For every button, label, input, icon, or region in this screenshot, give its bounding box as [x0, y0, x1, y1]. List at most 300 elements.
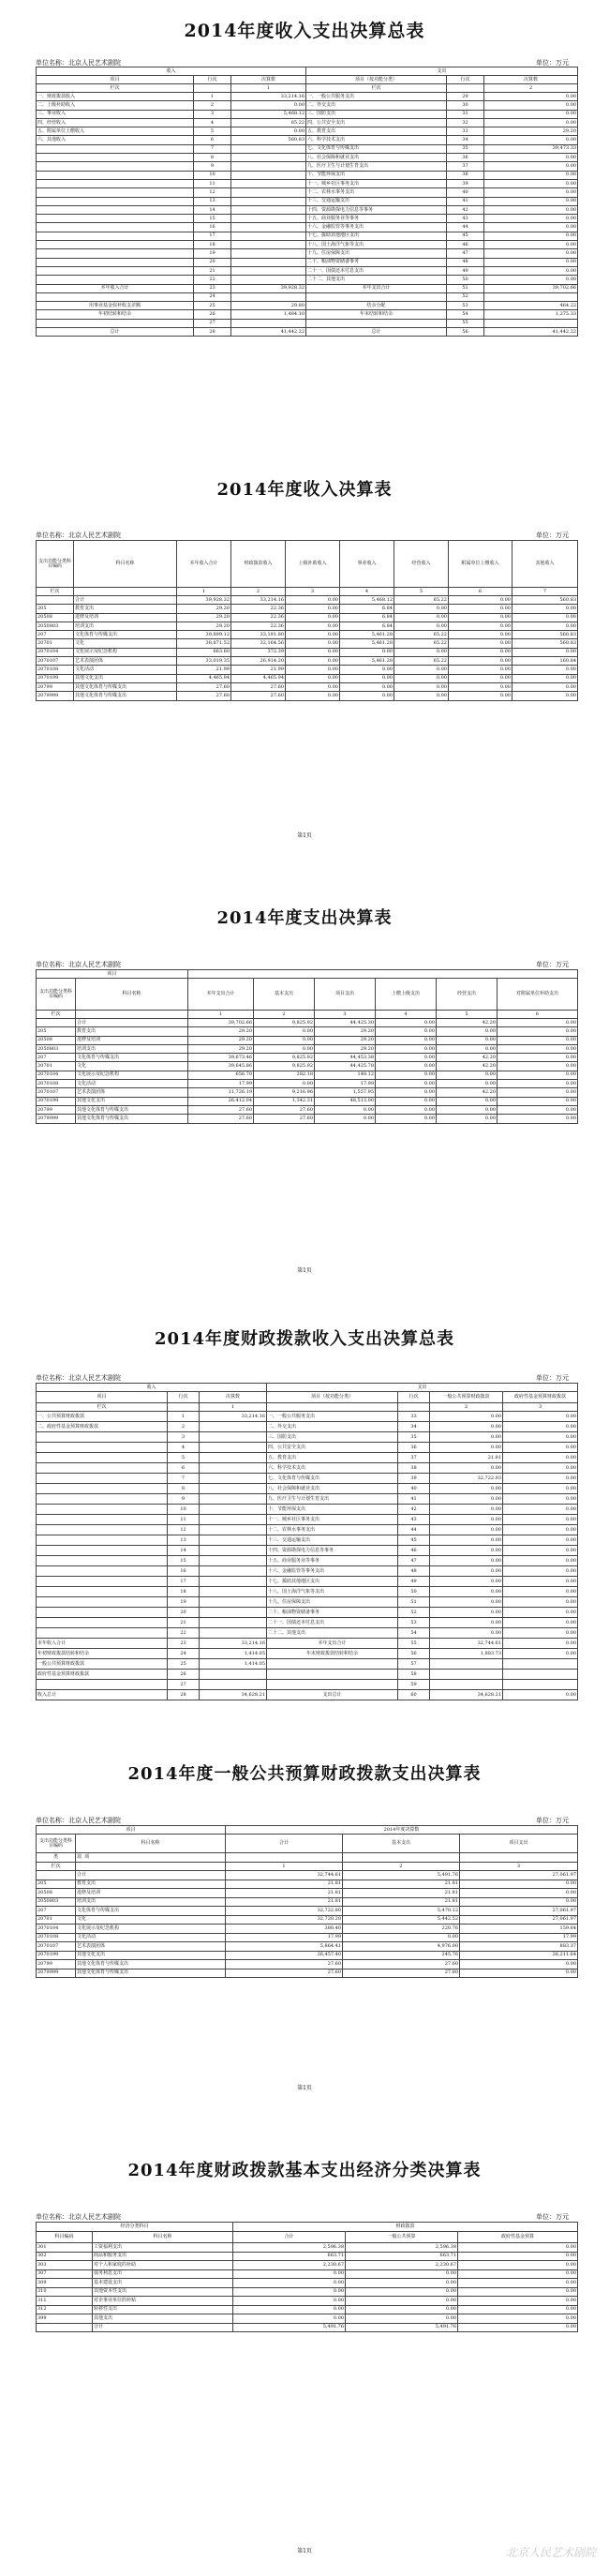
table-cell: 0.00 — [430, 1525, 503, 1535]
table-cell: 进修及培训 — [76, 1036, 188, 1044]
table-cell: 22 — [194, 276, 231, 284]
table-cell: 用事业基金弥补收支差额 — [37, 302, 194, 310]
table-cell: 合计 — [93, 2323, 233, 2332]
table-cell: 二十、粮油物资储备事务 — [267, 1608, 398, 1618]
table-cell: 十二、农林水事务支出 — [267, 1525, 398, 1535]
table-row — [37, 1036, 578, 1044]
table-cell: 二十一、国债还本付息支出 — [306, 266, 447, 275]
table-row — [37, 1880, 578, 1889]
table-row — [37, 1907, 578, 1916]
table-row — [37, 1422, 578, 1432]
table-cell: 文化 — [76, 1915, 226, 1925]
table-cell: 42.20 — [437, 1088, 498, 1097]
table-cell: 2050803 — [37, 1044, 76, 1053]
table-cell: 42 — [447, 205, 484, 214]
table-cell: 0.00 — [233, 2269, 346, 2279]
table-cell: 17 — [194, 232, 231, 240]
table-row — [37, 1951, 578, 1960]
table-cell: 663.60 — [177, 648, 231, 656]
table-row — [37, 2323, 578, 2332]
table-cell: 艺术表演团体 — [76, 1088, 188, 1097]
table-cell: 0.00 — [430, 1494, 503, 1505]
table-cell: 0.00 — [430, 1597, 503, 1608]
table-row — [37, 110, 578, 118]
table-cell — [200, 1484, 267, 1494]
table-cell: 0.00 — [233, 2279, 346, 2288]
table-row — [37, 1515, 578, 1525]
table-cell: 34,628.21 — [200, 1690, 267, 1700]
table-cell: 十五、商业服务业等事务 — [267, 1556, 398, 1566]
table-cell: 十八、国土海洋气象等支出 — [267, 1587, 398, 1597]
table-cell: 0.00 — [503, 1608, 578, 1618]
table-cell — [231, 319, 306, 327]
table-cell: 0.00 — [449, 666, 512, 674]
table-cell: 1,883.73 — [430, 1649, 503, 1659]
column-header: 科目名称 — [76, 1835, 226, 1853]
table-cell: 32,164.56 — [231, 639, 286, 648]
table-cell: 0.00 — [498, 1105, 578, 1114]
table-cell: 24 — [168, 1649, 200, 1659]
table-cell: 其他文化体育与传媒支出 — [74, 682, 177, 691]
table-cell: 16 — [194, 223, 231, 232]
table-cell: 309 — [37, 2279, 93, 2288]
table-row — [37, 1080, 578, 1088]
table-cell: 29.20 — [188, 1036, 254, 1044]
table-cell: 对企事业单位的补贴 — [93, 2297, 233, 2306]
table-cell: 20799 — [37, 1960, 76, 1969]
table-row — [37, 613, 578, 622]
table-cell: 0.00 — [484, 232, 578, 240]
lan-number: 7 — [512, 588, 578, 596]
table-cell: 八、社会保障和就业支出 — [306, 154, 447, 162]
table-cell: 5,470.12 — [343, 1907, 460, 1916]
table-row — [37, 2305, 578, 2314]
table-cell — [37, 188, 194, 197]
table-cell: 文化展示及纪念机构 — [74, 648, 177, 656]
table-cell: 0.00 — [254, 1036, 315, 1044]
table-cell: 399 — [37, 2314, 93, 2324]
general-budget-table — [36, 1825, 578, 1978]
table-cell: 32 — [447, 118, 484, 127]
table-cell: 1 — [168, 1412, 200, 1422]
table-cell: 34,628.21 — [430, 1690, 503, 1700]
table-cell: 27.60 — [188, 1105, 254, 1114]
table-row — [37, 1587, 578, 1597]
table-cell: 0.00 — [503, 1535, 578, 1546]
table-cell: 十、节能环保支出 — [306, 171, 447, 179]
table-cell: 51 — [398, 1597, 430, 1608]
lan-label: 栏次 — [37, 588, 74, 596]
column-header: 经营收入 — [394, 541, 449, 588]
lan-number: 1 — [188, 1011, 254, 1019]
col-amount: 决算数 — [231, 76, 306, 84]
table-cell: 0.00 — [460, 1889, 578, 1898]
table-row — [37, 127, 578, 136]
table-cell: 0.00 — [376, 1080, 437, 1088]
table-cell — [231, 144, 306, 153]
table-cell: 1,414.05 — [200, 1659, 267, 1670]
table-cell: 政府性基金预算财政拨款 — [37, 1670, 168, 1680]
table-row — [37, 1535, 578, 1546]
table-cell: 303 — [37, 2261, 93, 2270]
table-cell: 0.00 — [458, 2305, 578, 2314]
table-cell: 对个人和家庭的补助 — [93, 2261, 233, 2270]
table-cell: 其他文化支出 — [76, 1097, 188, 1105]
table-cell: 债务利息支出 — [93, 2269, 233, 2279]
table-cell: 42 — [398, 1505, 430, 1515]
table-cell: 0.00 — [376, 1088, 437, 1097]
table-cell: 0.00 — [286, 657, 340, 666]
table-cell: 56 — [398, 1649, 430, 1659]
table-cell: 26 — [168, 1670, 200, 1680]
table-cell: 十五、商业服务业等事务 — [306, 215, 447, 223]
table-cell — [231, 171, 306, 179]
table-cell: 33,214.16 — [200, 1639, 267, 1649]
column-header: 合计 — [233, 2232, 346, 2243]
table-cell — [200, 1577, 267, 1587]
economic-table — [36, 2222, 578, 2332]
table-row — [37, 1933, 578, 1942]
table-cell — [200, 1505, 267, 1515]
table-cell: 148.12 — [315, 1071, 376, 1079]
table-cell: 0.00 — [286, 596, 340, 605]
table-cell: 0.00 — [503, 1597, 578, 1608]
lan-label: 栏次 — [37, 1011, 76, 1019]
table-cell: 其他文化支出 — [74, 674, 177, 682]
table-cell: 27 — [194, 319, 231, 327]
page-title: 2014年度支出决算表 — [216, 908, 393, 928]
table-cell: 教育支出 — [74, 605, 177, 613]
table-cell: 5,468.12 — [340, 596, 394, 605]
table-cell: 文化展示及纪念机构 — [76, 1071, 188, 1079]
table-row — [37, 1670, 578, 1680]
table-cell: 10 — [194, 171, 231, 179]
table-cell: 0.00 — [512, 648, 578, 656]
column-header: 决算数 — [200, 1392, 267, 1403]
table-cell: 0.00 — [286, 674, 340, 682]
table-cell: 41,442.22 — [484, 328, 578, 337]
table-row — [37, 118, 578, 127]
table-cell: 0.00 — [498, 1036, 578, 1044]
table-cell: 0.00 — [437, 1027, 498, 1036]
table-cell: 663.71 — [233, 2252, 346, 2261]
table-cell: 十一、城乡社区事务支出 — [306, 179, 447, 187]
table-cell: 1,414.05 — [200, 1649, 267, 1659]
table-cell: 0.00 — [458, 2297, 578, 2306]
table-row — [37, 1062, 578, 1071]
table-cell: 二、外交支出 — [306, 101, 447, 110]
table-cell: 2070199 — [37, 1951, 76, 1960]
fiscal-summary-table — [36, 1383, 578, 1700]
table-cell: 一般公共预算财政拨款 — [37, 1659, 168, 1670]
table-cell: 21.81 — [430, 1453, 503, 1463]
table-cell: 30 — [447, 101, 484, 110]
table-cell: 27.60 — [231, 682, 286, 691]
table-cell: 其他文化体育与传媒支出 — [76, 1115, 188, 1123]
table-row — [37, 1960, 578, 1969]
table-cell — [200, 1628, 267, 1639]
table-cell: 5,461.28 — [340, 657, 394, 666]
table-cell: 0.00 — [254, 1044, 315, 1053]
table-cell: 41 — [447, 197, 484, 205]
table-cell: 282.18 — [254, 1071, 315, 1079]
table-cell — [37, 1556, 168, 1566]
table-cell: 0.00 — [503, 1649, 578, 1659]
table-cell: 0.00 — [484, 110, 578, 118]
table-row — [37, 101, 578, 110]
summary-table — [36, 67, 578, 337]
table-cell — [231, 215, 306, 223]
table-cell: 十四、资源勘探电力信息等事务 — [306, 205, 447, 214]
table-cell — [200, 1535, 267, 1546]
table-cell: 48 — [447, 258, 484, 266]
table-cell: 三、事业收入 — [37, 110, 194, 118]
col-item-function: 项目（按功能分类） — [306, 76, 447, 84]
table-cell — [200, 1556, 267, 1566]
table-row — [37, 1019, 578, 1027]
table-cell — [231, 188, 306, 197]
table-cell: 0.00 — [340, 666, 394, 674]
table-cell — [37, 1484, 168, 1494]
table-cell: 663.71 — [346, 2252, 458, 2261]
table-row — [37, 1556, 578, 1566]
table-row — [37, 605, 578, 613]
table-cell: 四、公共安全支出 — [306, 118, 447, 127]
table-cell: 27 — [168, 1680, 200, 1690]
table-cell: 文化 — [74, 639, 177, 648]
table-row — [37, 639, 578, 648]
page-title: 2014年度收入支出决算总表 — [184, 21, 425, 41]
table-row — [37, 223, 578, 232]
table-cell — [37, 162, 194, 171]
table-cell: 20701 — [37, 1915, 76, 1925]
table-row — [37, 1105, 578, 1114]
table-cell: 0.00 — [430, 1556, 503, 1566]
table-row — [37, 622, 578, 630]
table-cell: 27.60 — [254, 1105, 315, 1114]
table-cell: 0.00 — [430, 1515, 503, 1525]
column-header: 财政拨款收入 — [231, 541, 286, 588]
table-cell — [37, 1443, 168, 1453]
table-cell: 5,461.28 — [340, 639, 394, 648]
table-cell: 2,230.67 — [233, 2261, 346, 2270]
table-row — [37, 1889, 578, 1898]
table-cell: 一、财政拨款收入 — [37, 93, 194, 101]
table-cell — [37, 596, 74, 605]
table-cell: 0.00 — [458, 2314, 578, 2324]
table-cell: 33,019.35 — [177, 657, 231, 666]
table-row — [37, 1639, 578, 1649]
table-row — [37, 1649, 578, 1659]
table-cell: 29.20 — [177, 622, 231, 630]
year-header: 2014年度决算数 — [226, 1826, 578, 1835]
table-cell: 6.84 — [340, 622, 394, 630]
table-cell: 0.00 — [343, 1933, 460, 1942]
table-cell: 1,484.10 — [231, 310, 306, 319]
table-cell — [37, 1535, 168, 1546]
table-cell: 4,465.94 — [231, 674, 286, 682]
table-cell: 0.00 — [498, 1097, 578, 1105]
table-cell: 0.00 — [484, 223, 578, 232]
table-cell — [37, 205, 194, 214]
table-cell — [37, 292, 194, 301]
page-title: 2014年度收入决算表 — [216, 480, 393, 500]
table-cell — [37, 276, 194, 284]
table-cell: 五、教育支出 — [306, 127, 447, 136]
table-cell: 27.60 — [343, 1960, 460, 1969]
column-header: 项目（按功能分类） — [267, 1392, 398, 1403]
column-header: 事业收入 — [340, 541, 394, 588]
table-cell: 0.00 — [376, 1071, 437, 1079]
table-cell — [231, 266, 306, 275]
table-cell: 35 — [447, 144, 484, 153]
table-cell — [200, 1515, 267, 1525]
lan-number: 3 — [315, 1011, 376, 1019]
org-name: 单位名称：北京人民艺术剧院 — [36, 1817, 121, 1824]
table-cell: 47 — [398, 1556, 430, 1566]
table-cell: 5,491.76 — [346, 2323, 458, 2332]
table-cell: 培训支出 — [76, 1897, 226, 1907]
table-cell: 2,230.67 — [346, 2261, 458, 2270]
table-cell: 42.20 — [437, 1054, 498, 1062]
table-cell: 464.22 — [484, 302, 578, 310]
table-cell — [37, 1871, 76, 1880]
column-header: 科目名称 — [93, 2232, 233, 2243]
table-row — [37, 266, 578, 275]
lan-number: 2 — [430, 1403, 503, 1412]
table-cell: 27.60 — [226, 1960, 343, 1969]
table-cell: 65.22 — [394, 596, 449, 605]
column-header: 基本支出 — [254, 979, 315, 1011]
table-cell: 560.83 — [512, 596, 578, 605]
table-row — [37, 136, 578, 144]
table-row — [37, 631, 578, 639]
table-cell: 49 — [398, 1577, 430, 1587]
table-cell: 3 — [168, 1432, 200, 1443]
table-cell: 二十、粮油物资储备事务 — [306, 258, 447, 266]
table-cell: 合计 — [76, 1019, 188, 1027]
table-cell: 65.22 — [231, 118, 306, 127]
column-header: 行次 — [398, 1392, 430, 1403]
table-row — [37, 1443, 578, 1453]
table-cell: 0.00 — [233, 2314, 346, 2324]
table-cell: 310 — [37, 2287, 93, 2297]
table-cell: 39 — [398, 1474, 430, 1484]
table-cell: 2070104 — [37, 1925, 76, 1934]
table-cell: 0.00 — [231, 127, 306, 136]
table-row — [37, 1680, 578, 1690]
table-row — [37, 2261, 578, 2270]
table-cell: 0.00 — [484, 136, 578, 144]
lan-number: 2 — [484, 84, 578, 93]
table-cell: 0.00 — [512, 674, 578, 682]
table-cell: 其他资本性支出 — [93, 2287, 233, 2297]
table-cell — [37, 1432, 168, 1443]
table-cell: 21.81 — [226, 1880, 343, 1889]
table-cell: 0.00 — [286, 648, 340, 656]
lan-number: 3 — [286, 588, 340, 596]
table-cell: 39,673.46 — [188, 1054, 254, 1062]
table-cell: 0.00 — [458, 2261, 578, 2270]
table-cell: 十一、城乡社区事务支出 — [267, 1515, 398, 1525]
table-cell: 32,720.20 — [226, 1915, 343, 1925]
table-cell: 20799 — [37, 682, 74, 691]
table-cell: 收入总计 — [37, 1690, 168, 1700]
org-name: 单位名称：北京人民艺术剧院 — [36, 2213, 121, 2221]
table-cell — [231, 205, 306, 214]
table-cell: 培训支出 — [76, 1044, 188, 1053]
table-cell: 20799 — [37, 1105, 76, 1114]
table-cell: 0.00 — [498, 1027, 578, 1036]
table-cell: 1,275.33 — [484, 310, 578, 319]
table-cell: 其他支出 — [93, 2314, 233, 2324]
table-cell: 5,491.76 — [343, 1871, 460, 1880]
table-cell: 8 — [194, 154, 231, 162]
table-cell: 0.00 — [484, 258, 578, 266]
table-cell: 5,491.76 — [233, 2323, 346, 2332]
column-header: 其他收入 — [512, 541, 578, 588]
table-cell: 0.00 — [394, 682, 449, 691]
table-cell: 6.84 — [340, 613, 394, 622]
table-cell: 49 — [447, 266, 484, 275]
table-row — [37, 666, 578, 674]
table-cell: 27.60 — [254, 1115, 315, 1123]
table-cell: 0.00 — [460, 1960, 578, 1969]
table-cell: 207 — [37, 1054, 76, 1062]
lan-number: 6 — [498, 1011, 578, 1019]
table-cell: 四、经营收入 — [37, 118, 194, 127]
table-cell: 21.99 — [231, 666, 286, 674]
table-cell: 3 — [194, 110, 231, 118]
unit-label: 单位：万元 — [536, 1817, 569, 1824]
table-cell: 0.00 — [254, 1080, 315, 1088]
table-cell: 29.20 — [188, 1044, 254, 1053]
table-row — [37, 1494, 578, 1505]
table-cell: 0.00 — [286, 605, 340, 613]
table-cell: 0.00 — [503, 1566, 578, 1577]
table-cell: 0.00 — [503, 1422, 578, 1432]
table-cell: 0.00 — [503, 1577, 578, 1587]
table-cell — [231, 179, 306, 187]
table-cell: 0.00 — [458, 2287, 578, 2297]
table-cell: 27,061.97 — [460, 1915, 578, 1925]
table-cell: 0.00 — [503, 1463, 578, 1474]
table-cell: 0.00 — [437, 1097, 498, 1105]
column-header: 行次 — [168, 1392, 200, 1403]
table-cell: 2050803 — [37, 1897, 76, 1907]
table-cell — [430, 1680, 503, 1690]
table-cell: 2070108 — [37, 1080, 76, 1088]
column-header: 支出功能分类科目编码 — [37, 1835, 76, 1853]
table-cell: 312 — [37, 2305, 93, 2314]
table-cell: 0.00 — [498, 1088, 578, 1097]
column-header: 科目编码 — [37, 2232, 93, 2243]
table-cell: 0.00 — [394, 692, 449, 700]
table-cell: 32,722.93 — [430, 1474, 503, 1484]
table-cell: 年末财政拨款结转和结余 — [267, 1649, 398, 1659]
table-cell: 0.00 — [449, 682, 512, 691]
table-cell: 0.00 — [484, 266, 578, 275]
table-cell — [37, 215, 194, 223]
table-cell: 44 — [398, 1525, 430, 1535]
table-cell: 27.60 — [177, 682, 231, 691]
table-cell: 20701 — [37, 639, 74, 648]
table-cell: 其他文化体育与传媒支出 — [76, 1960, 226, 1969]
table-cell: 14 — [194, 205, 231, 214]
table-cell: 39,702.66 — [188, 1019, 254, 1027]
table-cell: 艺术表演团体 — [76, 1942, 226, 1952]
table-cell — [200, 1587, 267, 1597]
